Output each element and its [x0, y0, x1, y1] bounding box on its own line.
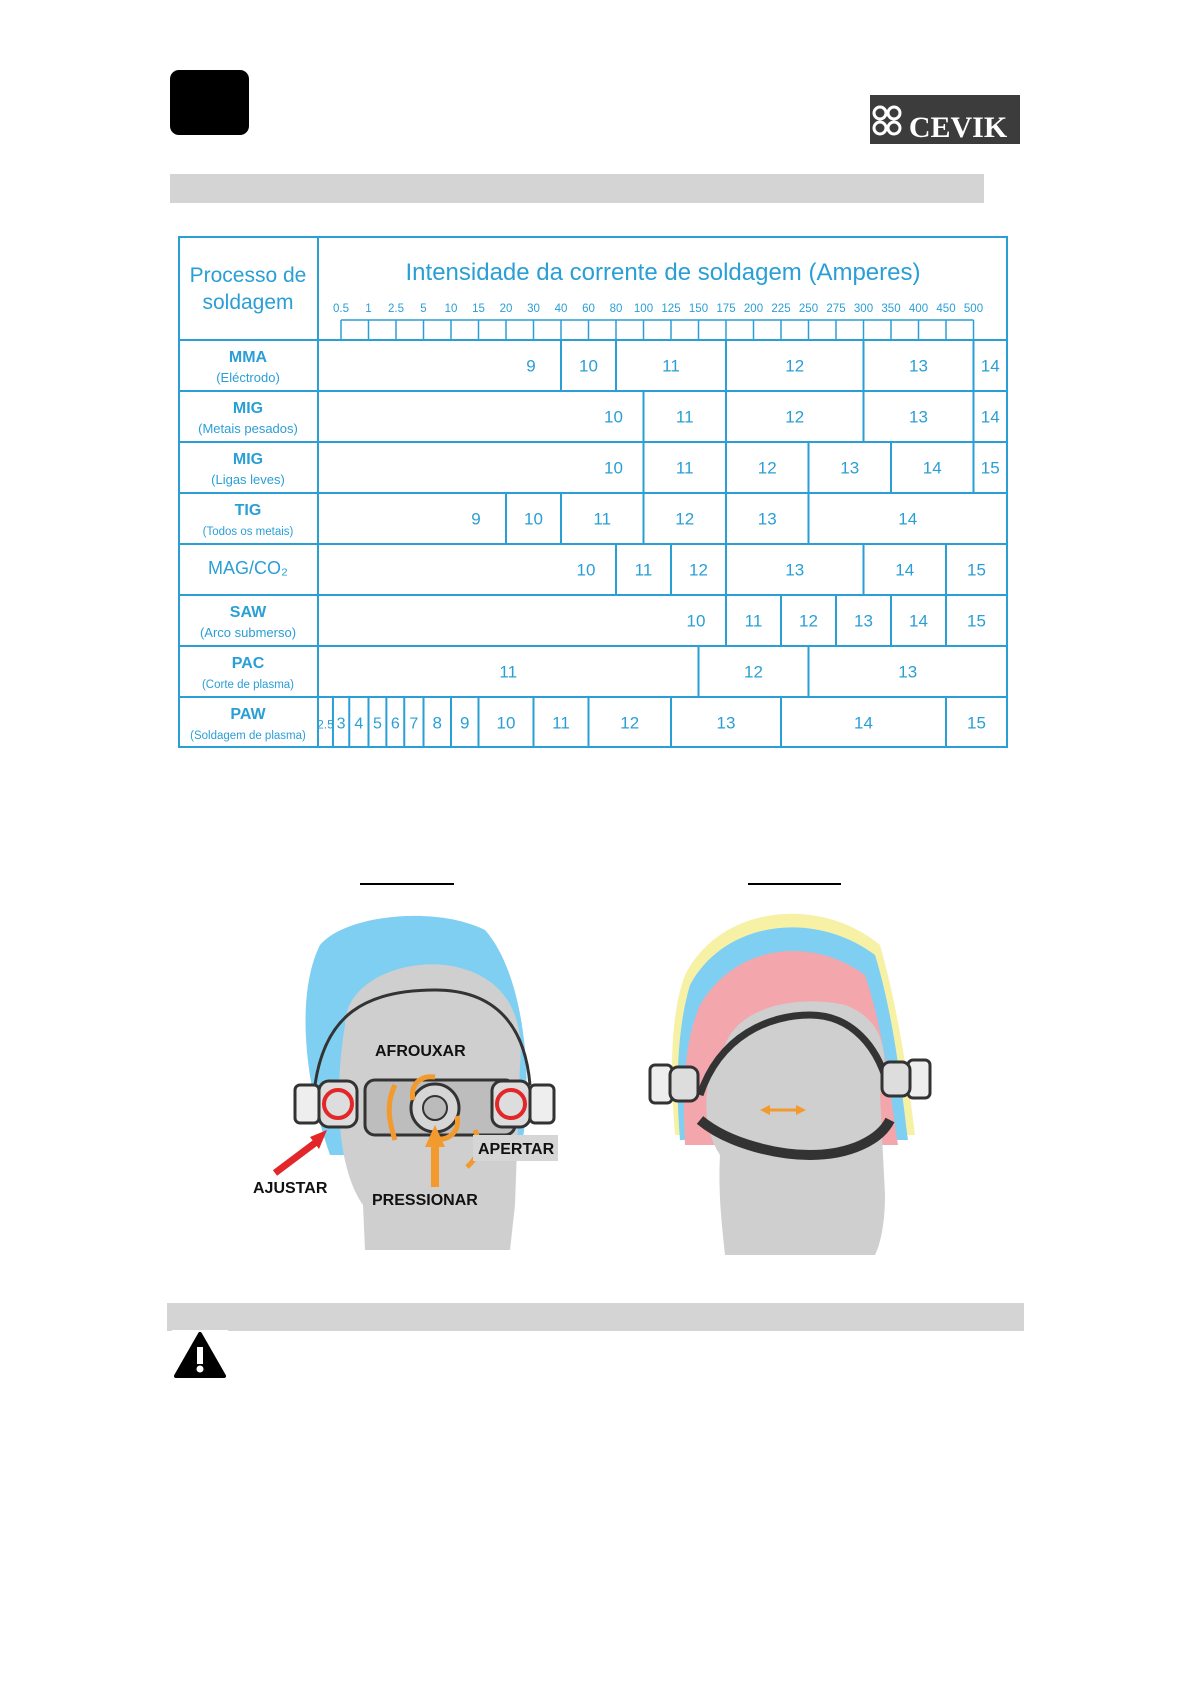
shade-number: 12: [689, 560, 708, 580]
shade-number: 10: [524, 509, 543, 529]
svg-text:CEVIK: CEVIK: [908, 111, 1008, 144]
process-subtitle: (Soldagem de plasma): [190, 730, 306, 742]
current-title: Intensidade da corrente de soldagem (Amperes): [405, 259, 921, 286]
tick-label: 60: [582, 303, 595, 315]
figure-1-underline: [360, 883, 454, 885]
shade-number: 12: [799, 611, 818, 631]
tick-label: 225: [771, 303, 791, 315]
process-name: MAG/CO₂: [208, 558, 288, 578]
shade-number: 11: [552, 713, 570, 733]
cevik-logo: [870, 95, 1020, 144]
shade-number: 10: [496, 713, 516, 733]
shade-number: 10: [579, 356, 598, 376]
process-subtitle: (Eléctrodo): [216, 370, 280, 385]
shade-number: 10: [576, 560, 596, 580]
shade-number: 14: [922, 458, 942, 478]
shade-number: 6: [390, 715, 400, 733]
shade-number: 14: [854, 713, 873, 733]
tick-label: 10: [444, 303, 458, 315]
warning-header-bar: [167, 1303, 1024, 1331]
shade-number: 11: [744, 611, 763, 631]
shade-number: 12: [744, 662, 763, 682]
tick-label: 125: [661, 303, 681, 315]
shade-number: 8: [432, 713, 442, 733]
shade-number: 11: [662, 356, 680, 376]
shade-number: 12: [675, 509, 695, 529]
tick-label: 80: [609, 303, 623, 315]
shade-number: 11: [634, 560, 653, 580]
shade-table: [178, 236, 1008, 748]
shade-number: 11: [499, 662, 518, 682]
shade-number: 13: [854, 611, 873, 631]
shade-number: 15: [967, 560, 986, 580]
shade-number: 15: [980, 458, 1000, 478]
tick-label: 150: [688, 303, 709, 315]
shade-number: 14: [909, 611, 928, 631]
tick-label: 30: [527, 303, 540, 315]
shade-number: 13: [840, 458, 860, 478]
tick-label: 250: [798, 303, 819, 315]
label-press: PRESSIONAR: [372, 1192, 478, 1209]
process-name: TIG: [234, 502, 262, 519]
tick-label: 450: [936, 303, 956, 315]
process-subtitle: (Todos os metais): [202, 526, 294, 538]
shade-number: 14: [898, 509, 918, 529]
shade-number: 13: [898, 662, 918, 682]
warning-icon: [172, 1330, 228, 1382]
shade-number: 10: [686, 611, 706, 631]
page-number-badge: [170, 70, 249, 135]
process-name: MIG: [232, 400, 264, 417]
shade-number: 13: [757, 509, 777, 529]
process-name: MIG: [232, 451, 264, 468]
tick-label: 175: [716, 303, 736, 315]
shade-number: 11: [593, 509, 612, 529]
tick-label: 100: [633, 303, 654, 315]
shade-number: 11: [675, 458, 694, 478]
shade-number: 2.5: [317, 717, 334, 732]
tick-label: 15: [472, 303, 485, 315]
process-header-line2: soldagem: [202, 291, 294, 314]
shade-number: 12: [785, 356, 805, 376]
process-subtitle: (Arco submerso): [199, 625, 297, 640]
shade-number: 12: [785, 407, 805, 427]
shade-number: 10: [604, 407, 623, 427]
shade-number: 7: [409, 715, 419, 733]
shade-number: 15: [967, 611, 986, 631]
tick-label: 40: [554, 303, 568, 315]
process-name: SAW: [229, 604, 267, 621]
section-header-bar: [170, 174, 984, 203]
process-subtitle: (Ligas leves): [211, 472, 285, 487]
process-name: MMA: [228, 349, 268, 366]
shade-number: 11: [675, 407, 694, 427]
shade-number: 15: [967, 713, 986, 733]
shade-number: 13: [909, 356, 928, 376]
tick-label: 5: [420, 303, 427, 315]
tick-label: 300: [853, 303, 874, 315]
tick-label: 350: [881, 303, 901, 315]
process-subtitle: (Corte de plasma): [201, 679, 295, 691]
shade-number: 9: [460, 713, 470, 733]
shade-number: 9: [471, 509, 481, 529]
tick-label: 500: [963, 303, 984, 315]
label-adjust: AJUSTAR: [253, 1180, 328, 1197]
shade-number: 13: [716, 713, 736, 733]
tick-label: 1: [365, 303, 372, 315]
shade-number: 13: [785, 560, 805, 580]
process-header: Processo de: [189, 264, 307, 287]
tick-label: 400: [908, 303, 929, 315]
shade-number: 13: [909, 407, 928, 427]
label-loosen: AFROUXAR: [375, 1043, 466, 1060]
shade-number: 10: [604, 458, 623, 478]
shade-number: 9: [526, 356, 536, 376]
tick-label: 275: [826, 303, 846, 315]
label-tighten: APERTAR: [478, 1141, 555, 1158]
shade-number: 12: [620, 713, 640, 733]
shade-number: 14: [980, 407, 1000, 427]
tick-label: 20: [499, 303, 513, 315]
process-subtitle: (Metais pesados): [198, 421, 298, 436]
shade-number: 12: [757, 458, 777, 478]
tick-label: 200: [743, 303, 764, 315]
process-name: PAC: [231, 655, 265, 672]
process-name: PAW: [230, 706, 266, 723]
figure-2-underline: [748, 883, 841, 885]
tick-label: 2.5: [388, 303, 404, 315]
shade-number: 5: [372, 715, 382, 733]
shade-number: 4: [354, 715, 364, 733]
tick-label: 0.5: [333, 303, 349, 315]
shade-number: 14: [895, 560, 915, 580]
headband-back-figure: [640, 895, 940, 1265]
shade-number: 3: [336, 715, 346, 733]
shade-number: 14: [980, 356, 1000, 376]
headband-adjust-figure: [235, 905, 580, 1255]
